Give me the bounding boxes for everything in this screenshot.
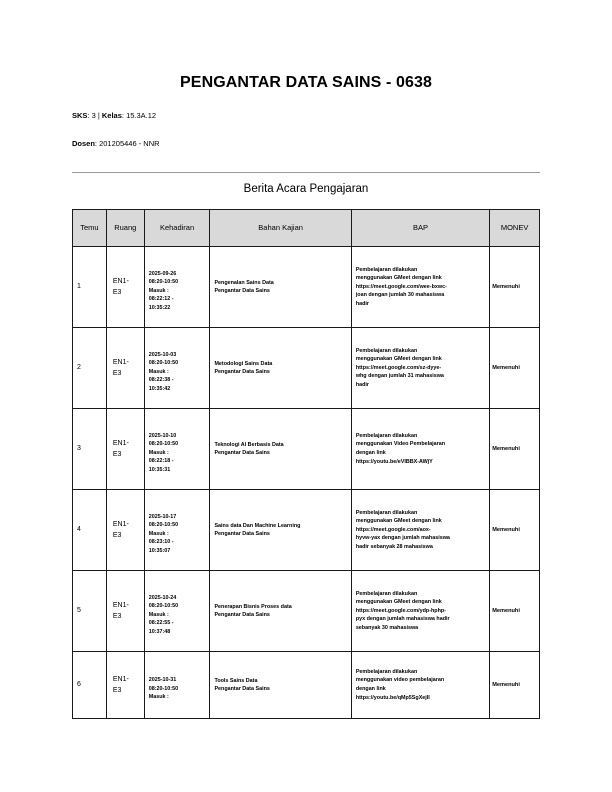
kelas-value: : 15.3A.12 bbox=[121, 111, 157, 120]
section-title: Berita Acara Pengajaran bbox=[243, 183, 369, 195]
dosen-value: : 201205446 - NNR bbox=[94, 139, 160, 148]
cell-monev: Memenuhi bbox=[489, 328, 539, 408]
header-bahan-kajian: Bahan Kajian bbox=[209, 210, 350, 246]
header-kehadiran: Kehadiran bbox=[144, 210, 210, 246]
header-temu: Temu bbox=[80, 222, 99, 232]
sks-value: : 3 | bbox=[87, 111, 102, 120]
cell-ruang: EN1- E3 bbox=[106, 652, 144, 718]
cell-temu: 1 bbox=[77, 282, 81, 290]
cell-bap: Pembelajaran dilakukan menggunakan GMeet dengan link https://meet.google.com/wee-bxwc- joan dengan jumlah 30 mahasiswa hadir bbox=[351, 247, 489, 327]
table-row bbox=[73, 327, 539, 408]
cell-monev: Memenuhi bbox=[489, 490, 539, 570]
cell-ruang: EN1- E3 bbox=[106, 571, 144, 651]
cell-monev: Memenuhi bbox=[489, 409, 539, 489]
cell-temu: 5 bbox=[77, 606, 81, 614]
table-row bbox=[73, 408, 539, 489]
document-title: PENGANTAR DATA SAINS - 0638 bbox=[180, 74, 432, 91]
cell-bahan-kajian: Teknologi AI Berbasis Data Pengantar Data Sains bbox=[209, 409, 350, 489]
cell-temu: 3 bbox=[77, 444, 81, 452]
table-row bbox=[73, 489, 539, 570]
cell-ruang: EN1- E3 bbox=[106, 247, 144, 327]
cell-bahan-kajian: Tools Sains Data Pengantar Data Sains bbox=[209, 652, 350, 718]
cell-ruang: EN1- E3 bbox=[106, 409, 144, 489]
cell-kehadiran: 2025-10-10 08:20-10:50 Masuk : 08:22:18 - 10:35:31 bbox=[144, 409, 210, 489]
divider bbox=[72, 172, 540, 173]
cell-ruang: EN1- E3 bbox=[106, 328, 144, 408]
cell-temu: 2 bbox=[77, 363, 81, 371]
cell-bahan-kajian: Pengenalan Sains Data Pengantar Data Sains bbox=[209, 247, 350, 327]
cell-bap: Pembelajaran dilakukan menggunakan GMeet dengan link https://meet.google.com/aox- hyvw-yax dengan jumlah mahasiswa hadir sebanyak 28 mahasiswa bbox=[351, 490, 489, 570]
cell-kehadiran: 2025-10-03 08:20-10:50 Masuk : 08:22:38 - 10:35:42 bbox=[144, 328, 210, 408]
cell-kehadiran: 2025-09-26 08:20-10:50 Masuk : 08:22:12 - 10:35:22 bbox=[144, 247, 210, 327]
table-header-row bbox=[73, 210, 539, 246]
cell-kehadiran: 2025-10-31 08:20-10:50 Masuk : bbox=[144, 652, 210, 718]
cell-temu: 4 bbox=[77, 525, 81, 533]
cell-monev: Memenuhi bbox=[489, 571, 539, 651]
table-row bbox=[73, 246, 539, 327]
dosen-label: Dosen bbox=[72, 139, 95, 148]
cell-kehadiran: 2025-10-17 08:20-10:50 Masuk : 08:23:10 - 10:35:07 bbox=[144, 490, 210, 570]
teaching-log-table bbox=[72, 209, 540, 719]
cell-bap: Pembelajaran dilakukan menggunakan GMeet dengan link https://meet.google.com/ydp-hphp- pyx dengan jumlah mahasiswa hadir sebanyak 30 mahasiswa bbox=[351, 571, 489, 651]
table-row bbox=[73, 651, 539, 718]
cell-bap: Pembelajaran dilakukan menggunakan GMeet dengan link https://meet.google.com/sz-dyye- whg dengan jumlah 31 mahasiswa hadir bbox=[351, 328, 489, 408]
cell-monev: Memenuhi bbox=[489, 652, 539, 718]
cell-monev: Memenuhi bbox=[489, 247, 539, 327]
cell-ruang: EN1- E3 bbox=[106, 490, 144, 570]
lecturer-info bbox=[72, 139, 160, 148]
cell-bap: Pembelajaran dilakukan menggunakan video pembelajaran dengan link https://youtu.be/qMp5SgXejII bbox=[351, 652, 489, 718]
sks-label: SKS bbox=[72, 111, 88, 120]
course-info bbox=[72, 111, 156, 120]
cell-temu: 6 bbox=[77, 680, 81, 688]
header-ruang: Ruang bbox=[106, 210, 144, 246]
table-row bbox=[73, 570, 539, 651]
cell-bap: Pembelajaran dilakukan menggunakan Video Pembelajaran dengan link https://youtu.be/eVIBBX-AWjY bbox=[351, 409, 489, 489]
header-bap: BAP bbox=[351, 210, 489, 246]
cell-bahan-kajian: Sains data Dan Machine Learning Pengantar Data Sains bbox=[209, 490, 350, 570]
cell-kehadiran: 2025-10-24 08:20-10:50 Masuk : 08:22:55 - 10:37:48 bbox=[144, 571, 210, 651]
kelas-label: Kelas bbox=[101, 111, 122, 120]
cell-bahan-kajian: Metodologi Sains Data Pengantar Data Sains bbox=[209, 328, 350, 408]
header-monev: MONEV bbox=[489, 210, 539, 246]
cell-bahan-kajian: Penerapan Bisnis Proses data Pengantar Data Sains bbox=[209, 571, 350, 651]
